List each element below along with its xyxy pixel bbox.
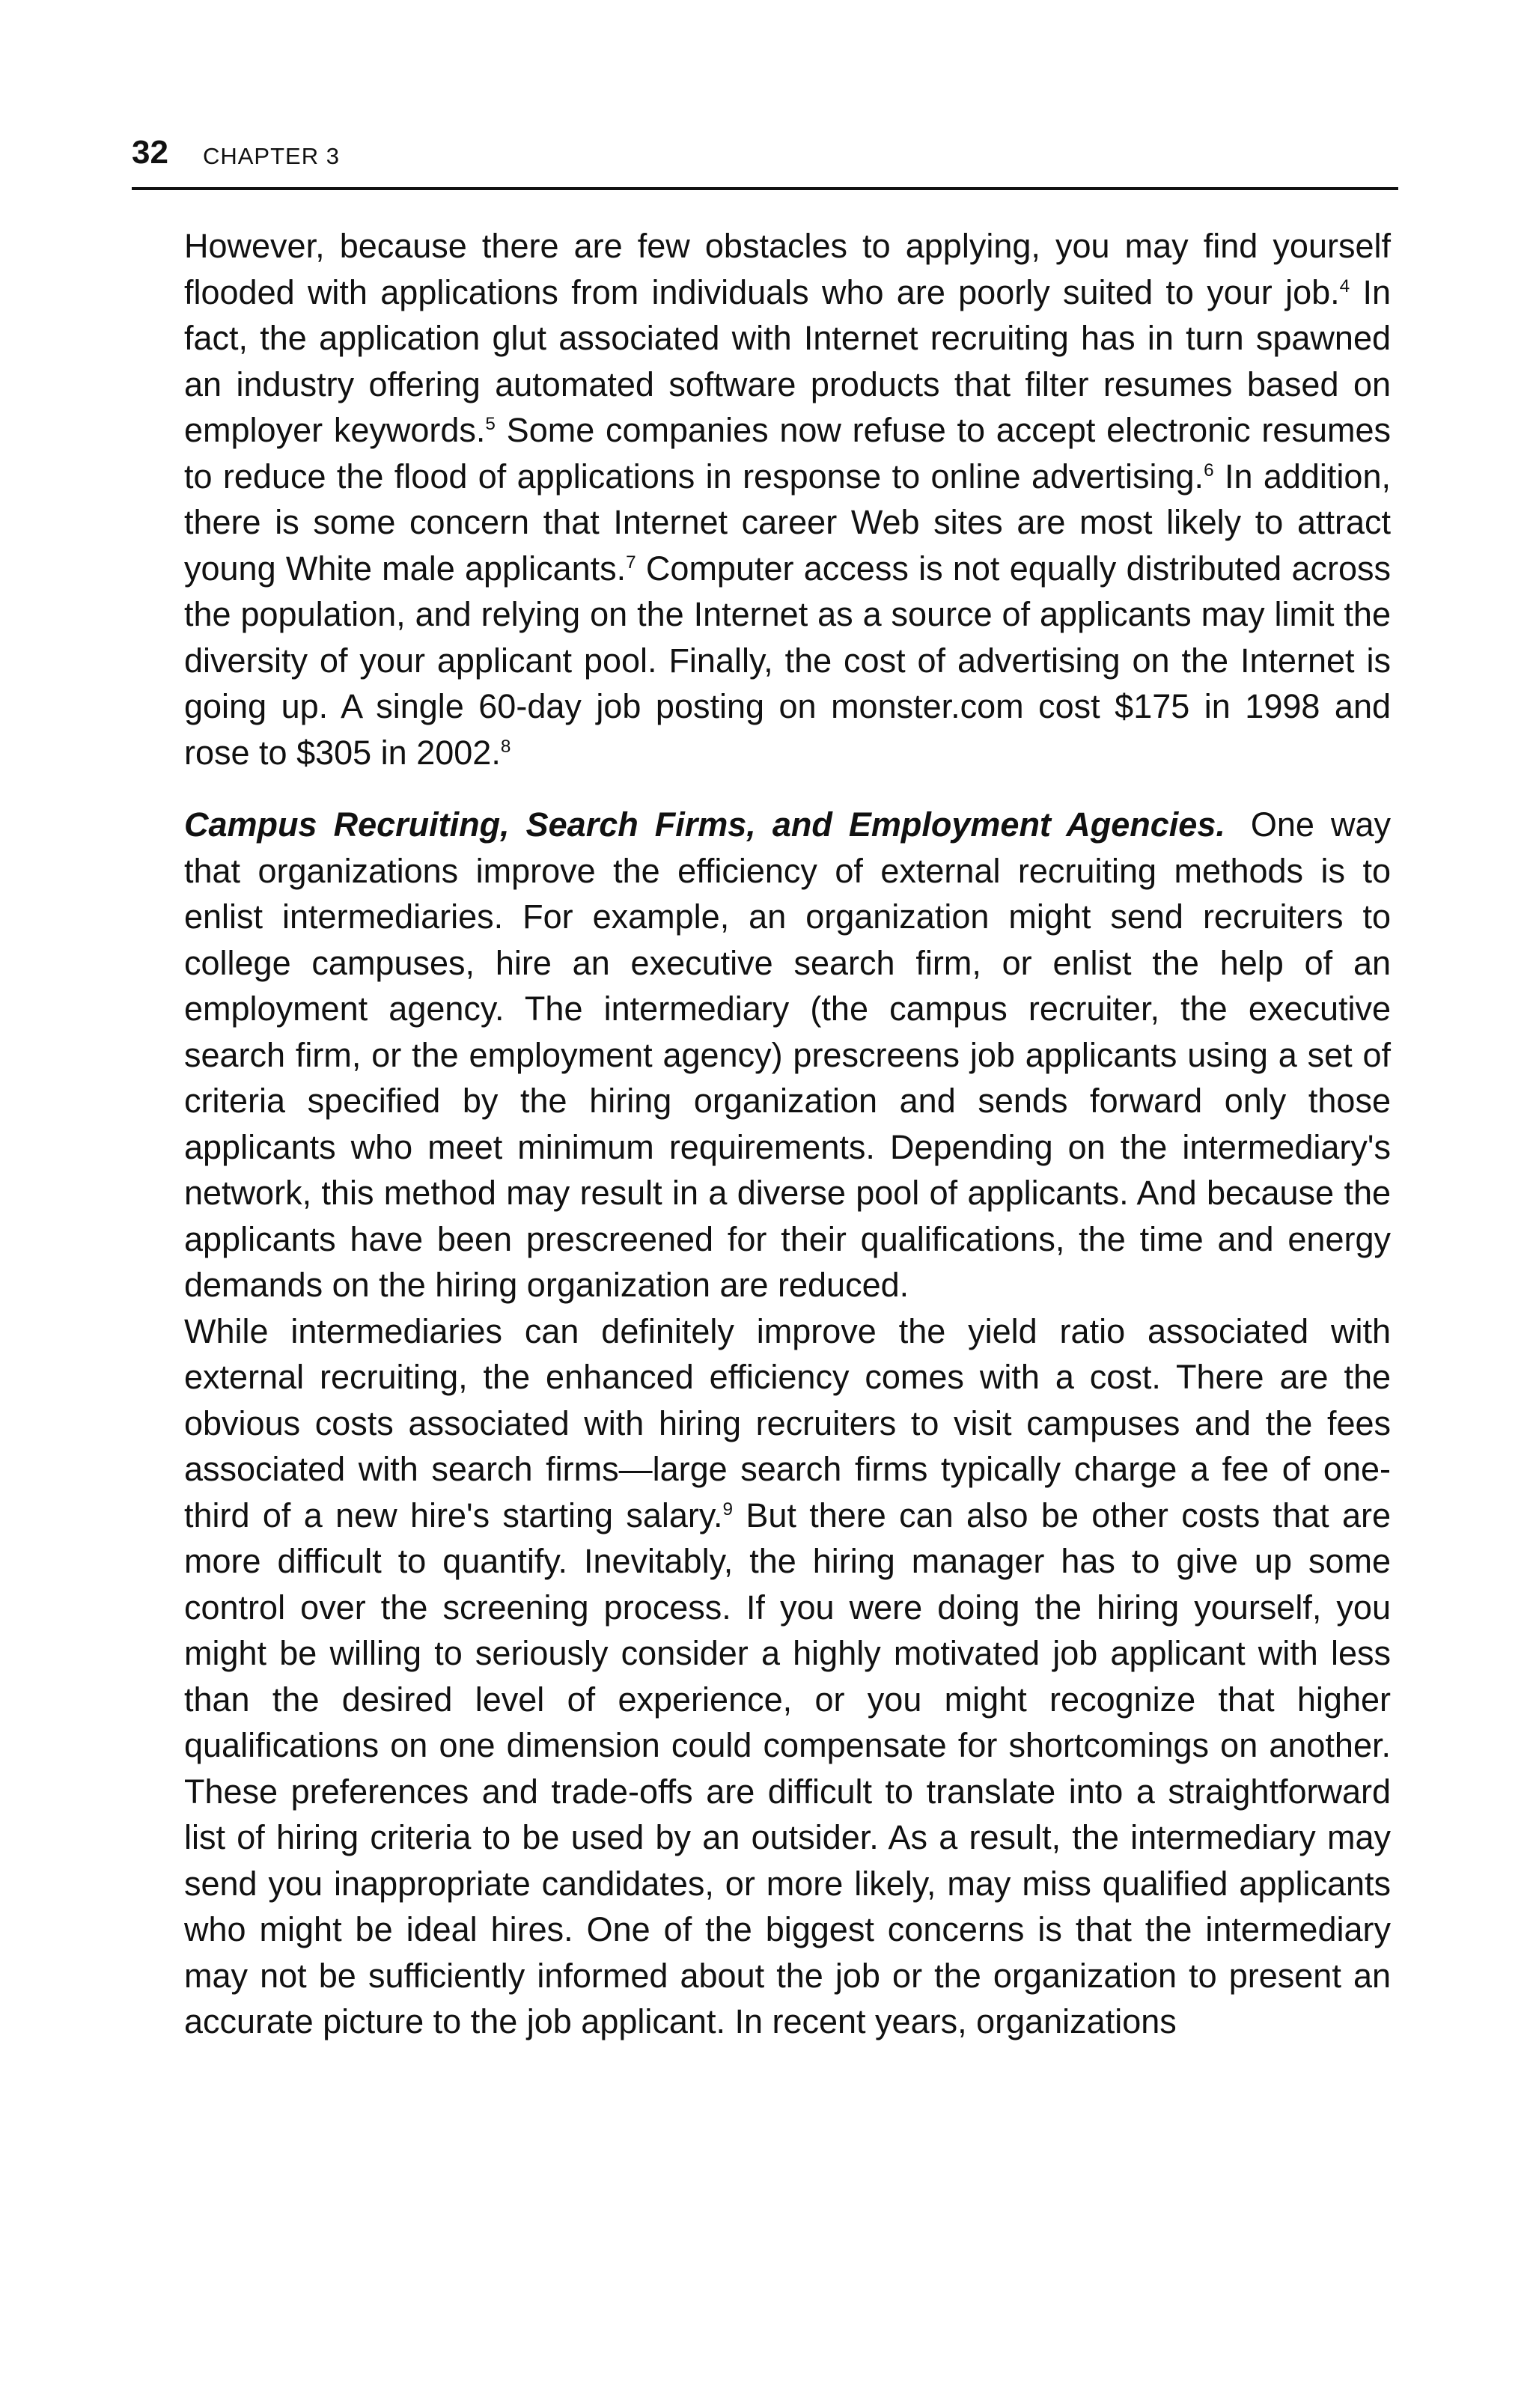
paragraph-spacer: [184, 775, 1391, 802]
footnote-ref-5: 5: [485, 414, 496, 434]
paragraph-1-sentence-2: In fact, the application glut associated with Internet recruiting has in turn spawned an industry offering automated software products that filter resumes based on employer keywords.: [184, 272, 1391, 449]
running-head: [132, 132, 1398, 190]
paragraph-1-sentence-4: In addition, there is some concern that Internet career Web sites are most likely to attract young White male applicants.: [184, 457, 1391, 588]
chapter-label: CHAPTER 3: [202, 143, 340, 169]
footnote-ref-7: 7: [626, 552, 636, 573]
footnote-ref-6: 6: [1204, 460, 1214, 481]
paragraph-3-sentence-2: But there can also be other costs that are more difficult to quantify. Inevitably, the hiring manager has to give up some control over the screening process. If you were doing the hiring yourself, you might be willing to seriously consider a highly motivated job applicant with less than the desired level of experience, or you might recognize that higher qualifications on one dimension could compensate for shortcomings on another. These preferences and trade-offs are difficult to translate into a straightforward list of hiring criteria to be used by an outsider. As a result, the intermediary may send you inappropriate candidates, or more likely, may miss qualified applicants who might be ideal hires. One of the biggest concerns is that the intermediary may not be sufficiently informed about the job or the organization to present an accurate picture to the job applicant. In recent years, organizations: [184, 1496, 1391, 2040]
paragraph-2-text: One way that organizations improve the efficiency of external recruiting methods is to enlist intermediaries. For example, an organization might send recruiters to college campuses, hire an executive search firm, or enlist the help of an employment agency. The intermediary (the campus recruiter, the executive search firm, or the employment agency) prescreens job applicants using a set of criteria specified by the hiring organization and sends forward only those applicants who meet minimum requirements. Depending on the intermediary's network, this method may result in a diverse pool of applicants. And because the applicants have been prescreened for their qualifications, the time and energy demands on the hiring organization are reduced.: [184, 805, 1391, 1304]
paragraph-1-sentence-1: However, because there are few obstacles to applying, you may find yourself flooded with applications from individuals who are poorly suited to your job.: [184, 227, 1391, 311]
paragraph-internet-recruiting: [184, 223, 1391, 775]
paragraph-1-sentence-5: Computer access is not equally distributed across the population, and relying on the Internet as a source of applicants may limit the diversity of your applicant pool. Finally, the cost of advertising on the Internet is going up. A single 60-day job posting on monster.com cost $175 in 1998 and rose to $305 in 2002.: [184, 549, 1391, 772]
footnote-ref-8: 8: [500, 736, 511, 757]
paragraph-intermediary-costs: [184, 1308, 1391, 2045]
footnote-ref-4: 4: [1339, 275, 1350, 296]
body-text: [184, 223, 1391, 2045]
run-in-heading: Campus Recruiting, Search Firms, and Employment Agencies.: [184, 805, 1225, 844]
paragraph-3-sentence-1: While intermediaries can definitely improve the yield ratio associated with external recruiting, the enhanced efficiency comes with a cost. There are the obvious costs associated with hiring recruiters to visit campuses and the fees associated with search firms—large search firms typically charge a fee of one-third of a new hire's starting salary.: [184, 1311, 1391, 1534]
paragraph-intermediaries: [184, 802, 1391, 1308]
page-number: 32: [132, 134, 168, 171]
footnote-ref-9: 9: [722, 1499, 734, 1520]
paragraph-1-sentence-3: Some companies now refuse to accept electronic resumes to reduce the flood of applications in response to online advertising.: [184, 411, 1391, 496]
